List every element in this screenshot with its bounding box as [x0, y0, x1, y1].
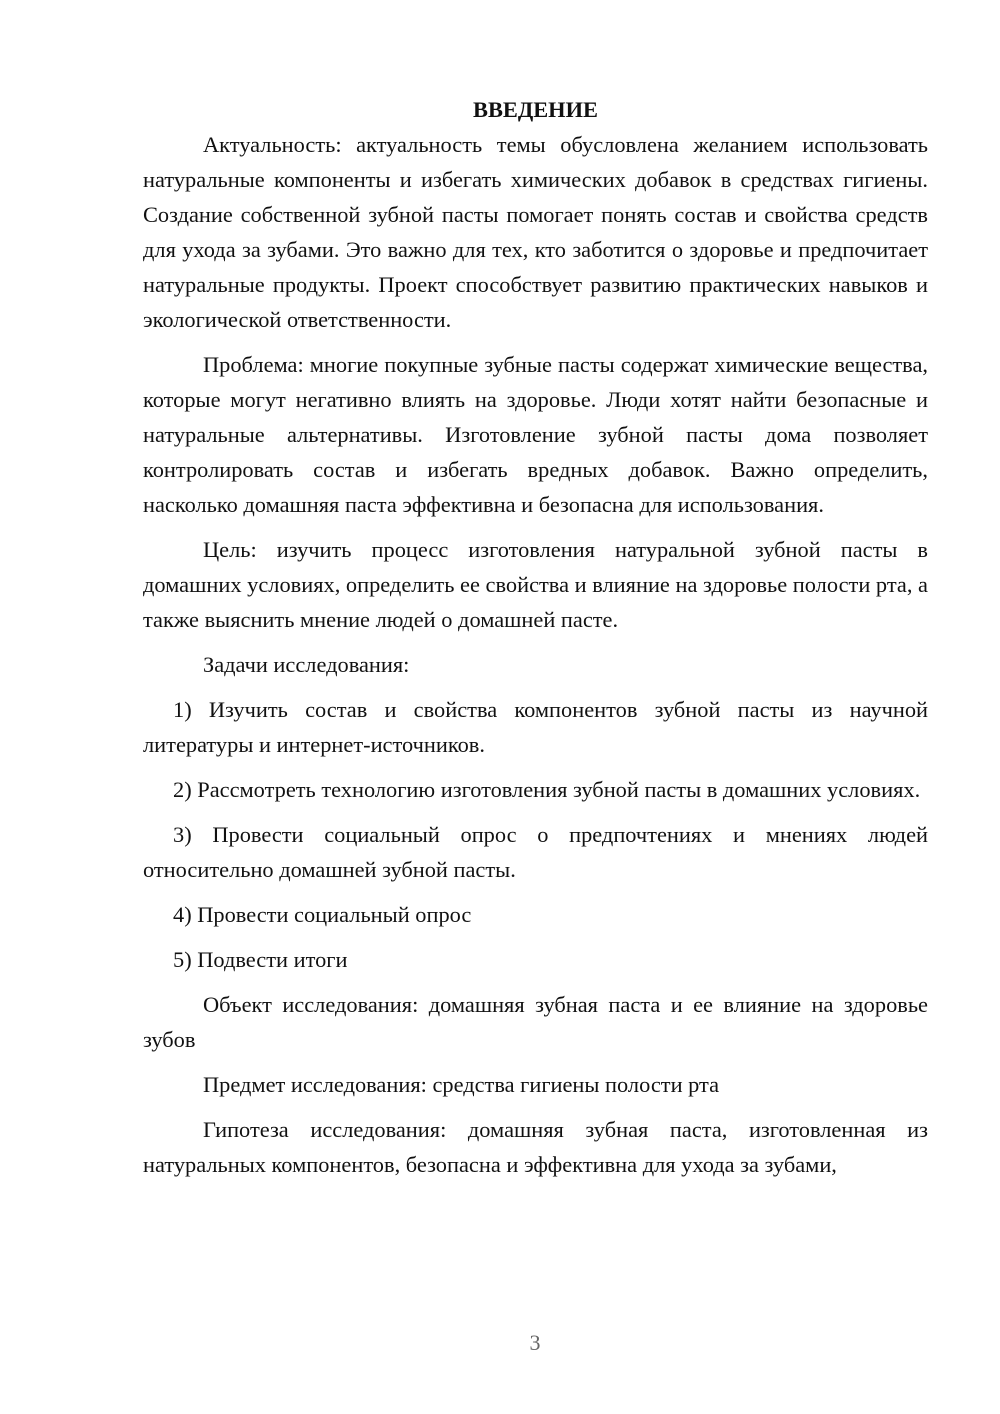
hypothesis-paragraph: Гипотеза исследования: домашняя зубная паста, изготовленная из натуральных компонентов, безопасна и эффективна для ухода за зубами, — [143, 1117, 928, 1177]
subject-paragraph: Предмет исследования: средства гигиены полости рта — [203, 1072, 720, 1097]
tasks-heading: Задачи исследования: — [203, 652, 410, 677]
goal-paragraph: Цель: изучить процесс изготовления натуральной зубной пасты в домашних условиях, определить ее свойства и влияние на здоровье полости рта, а также выяснить мнение людей о домашней пасте. — [143, 537, 928, 632]
list-item: 2) Рассмотреть технологию изготовления зубной пасты в домашних условиях. — [173, 777, 921, 802]
page-number: 3 — [529, 1330, 541, 1355]
page-content — [143, 92, 928, 1182]
list-item: 3) Провести социальный опрос о предпочтениях и мнениях людей относительно домашней зубной пасты. — [143, 822, 928, 882]
problem-paragraph: Проблема: многие покупные зубные пасты содержат химические вещества, которые могут негативно влиять на здоровье. Люди хотят найти безопасные и натуральные альтернативы. Изготовление зубной пасты дома позволяет контролировать состав и избегать вредных добавок. Важно определить, насколько домашняя паста эффективна и безопасна для использования. — [143, 352, 928, 517]
tasks-list — [143, 692, 928, 977]
list-item: 5) Подвести итоги — [173, 947, 348, 972]
section-title: ВВЕДЕНИЕ — [473, 97, 598, 122]
object-paragraph: Объект исследования: домашняя зубная паста и ее влияние на здоровье зубов — [143, 992, 928, 1052]
relevance-paragraph: Актуальность: актуальность темы обусловлена желанием использовать натуральные компоненты и избегать химических добавок в средствах гигиены. Создание собственной зубной пасты помогает понять состав и свойства средств для ухода за зубами. Это важно для тех, кто заботится о здоровье и предпочитает натуральные продукты. Проект способствует развитию практических навыков и экологической ответственности. — [143, 132, 928, 332]
list-item: 4) Провести социальный опрос — [173, 902, 472, 927]
list-item: 1) Изучить состав и свойства компонентов зубной пасты из научной литературы и интернет-источников. — [143, 697, 928, 757]
